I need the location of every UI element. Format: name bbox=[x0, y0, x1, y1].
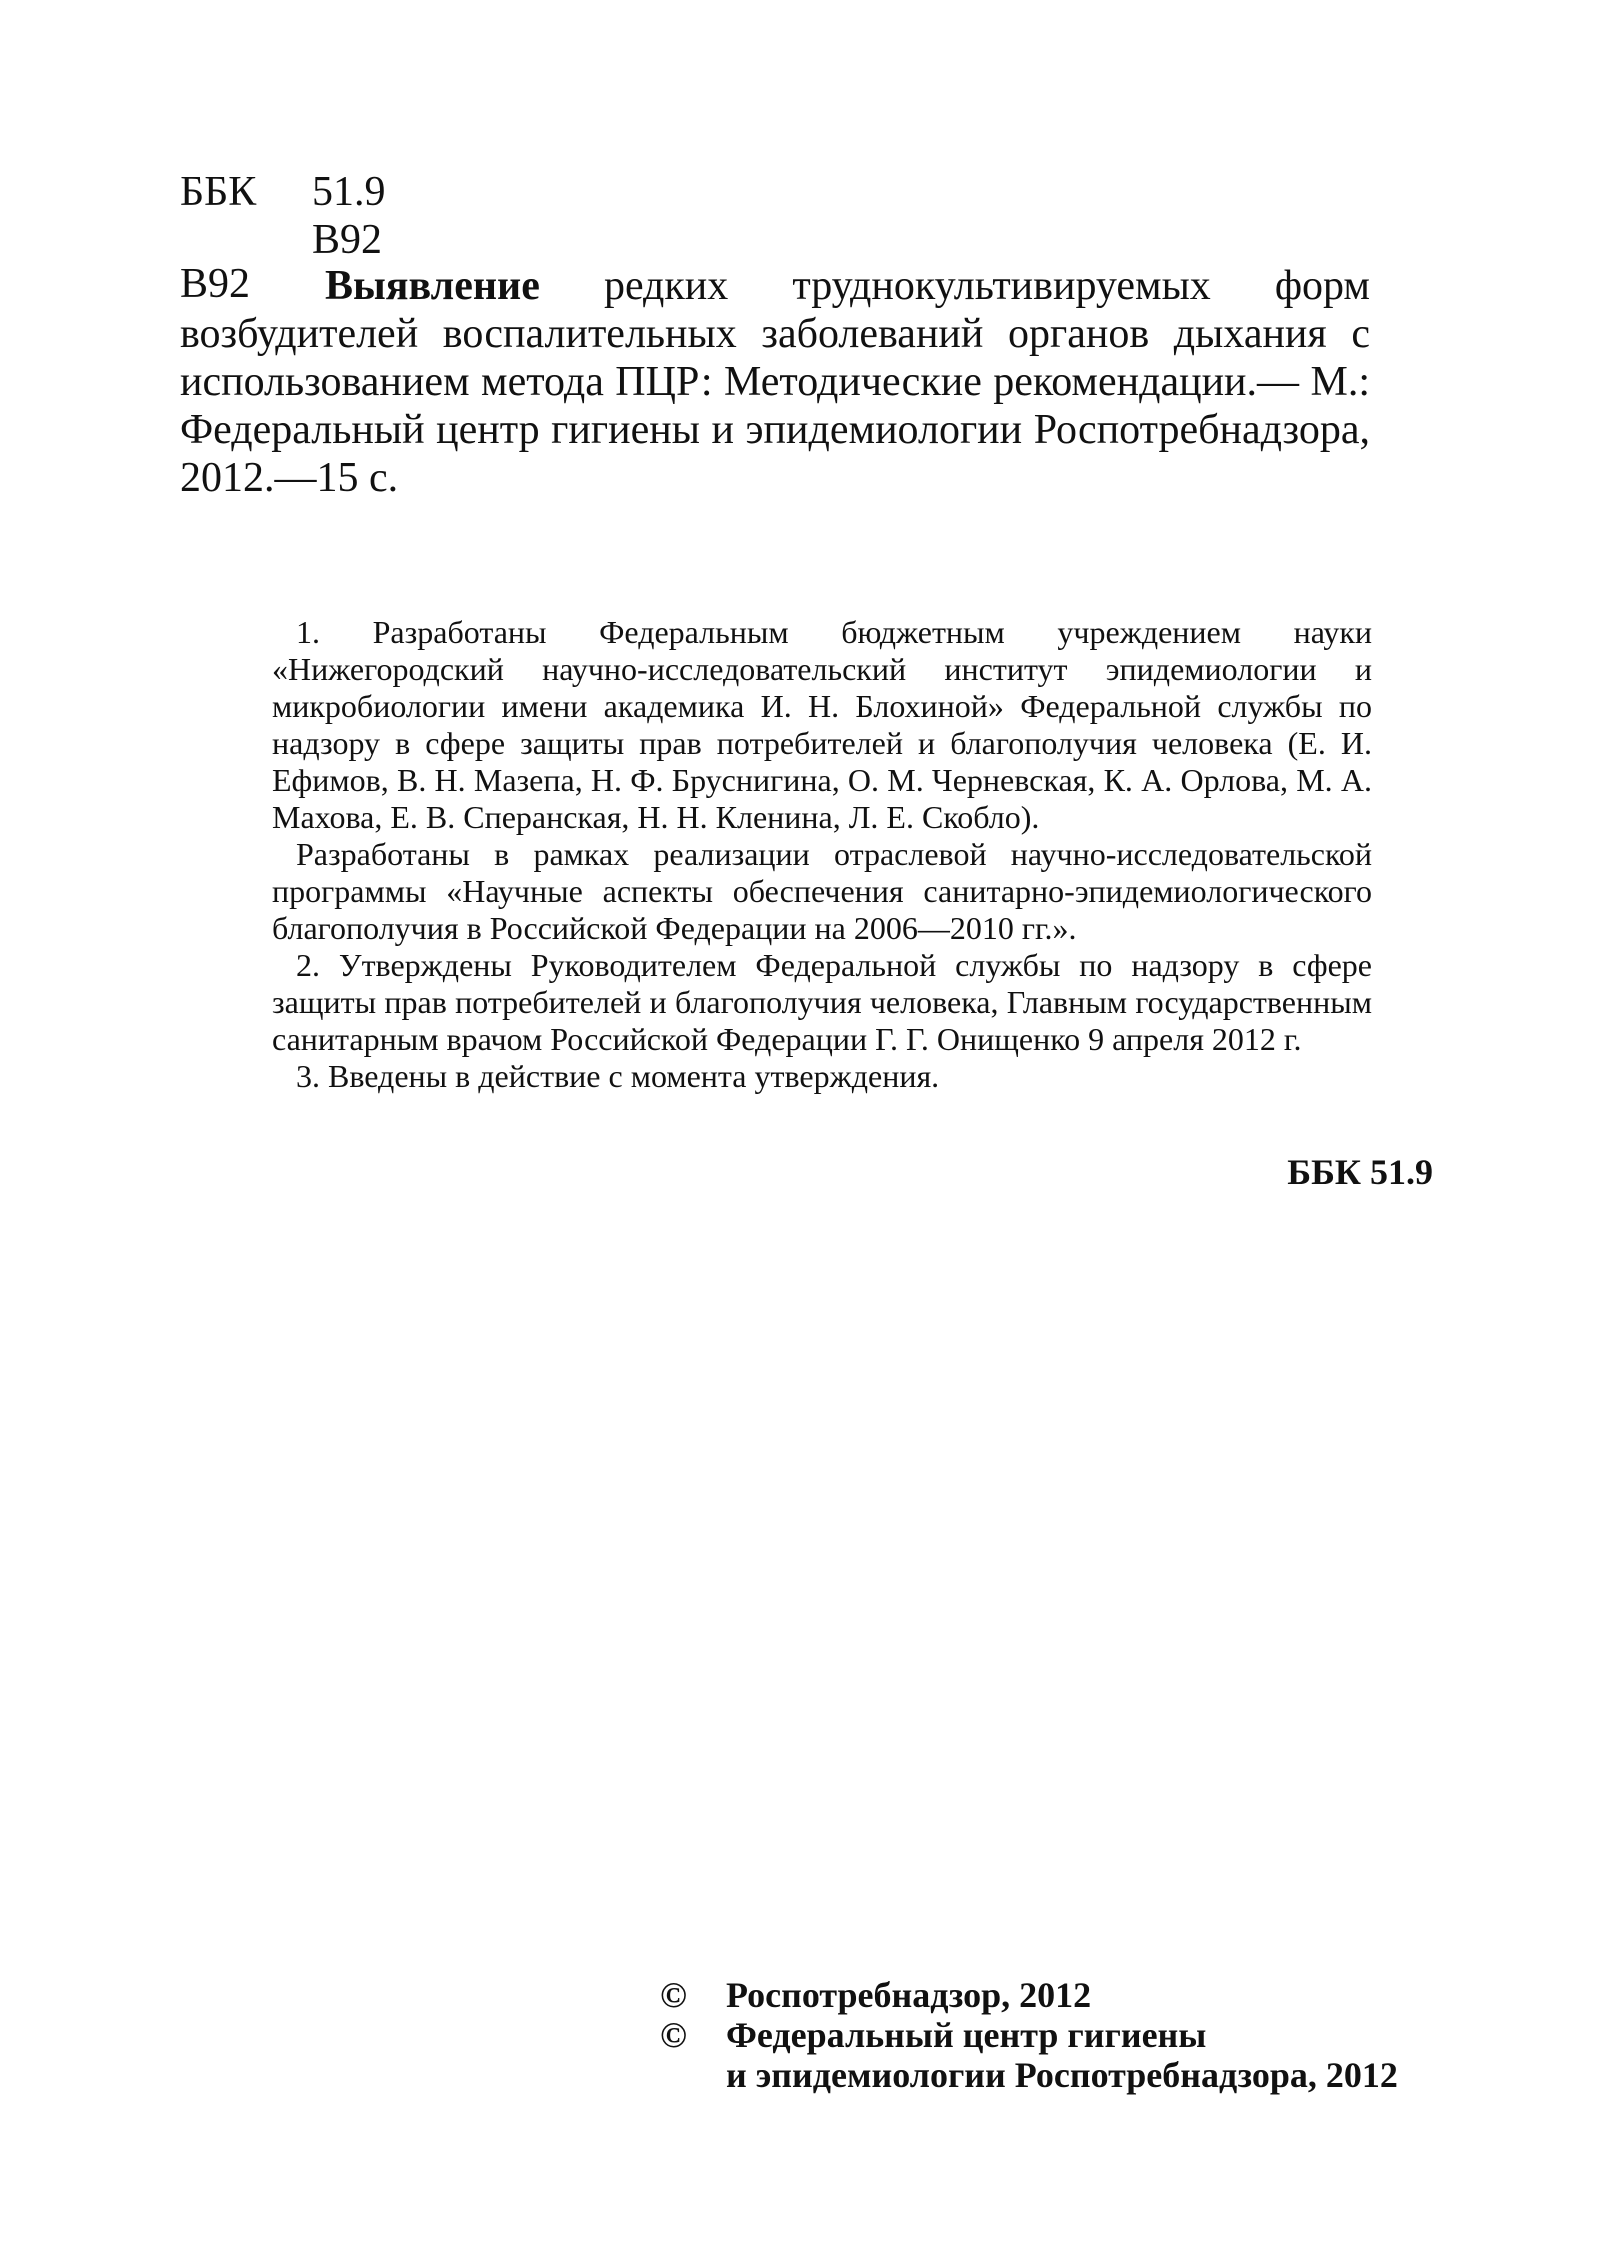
note-effective: 3. Введены в действие с момента утверждения. bbox=[296, 1058, 940, 1094]
bibliographic-entry bbox=[180, 262, 1370, 502]
entry-cutter: В92 bbox=[180, 262, 256, 306]
note-developed-by: 1. Разработаны Федеральным бюджетным учреждением науки «Нижегородский научно-исследовательский институт эпидемиологии и микробиологии имени академика И. Н. Блохиной» Федеральной службы по надзору в сфере защиты прав потребителей и благополучия человека (Е. И. Ефимов, В. Н. Мазепа, Н. Ф. Бруснигина, О. М. Черневская, К. А. Орлова, М. А. Махова, Е. В. Сперанская, Н. Н. Кленина, Л. Е. Скобло). bbox=[272, 614, 1372, 835]
note-approved: 2. Утверждены Руководителем Федеральной службы по надзору в сфере защиты прав потребителей и благополучия человека, Главным государственным санитарным врачом Российской Федерации Г. Г. Онищенко 9 апреля 2012 г. bbox=[272, 947, 1372, 1057]
copyright-block bbox=[660, 1975, 1420, 2095]
entry-description: редких труднокультивируемых форм возбудителей воспалительных заболеваний органов дыхания с использованием метода ПЦР: Методические рекомендации.— М.: Федеральный центр гигиены и эпидемиологии Роспотребнадзора, 2012.—15 с. bbox=[180, 263, 1370, 501]
bbk-code: 51.9 bbox=[312, 169, 386, 215]
copyright-holder-2-cont: и эпидемиологии Роспотребнадзора, 2012 bbox=[726, 2055, 1398, 2095]
copyright-icon: © bbox=[660, 2015, 687, 2055]
copyright-icon: © bbox=[660, 1975, 687, 2015]
copyright-holder-1: Роспотребнадзор, 2012 bbox=[726, 1975, 1092, 2015]
entry-title-bold: Выявление bbox=[325, 263, 540, 309]
copyright-line-2 bbox=[660, 2015, 1420, 2055]
note-program: Разработаны в рамках реализации отраслевой научно-исследовательской программы «Научные аспекты обеспечения санитарно-эпидемиологического благополучия в Российской Федерации на 2006—2010 гг.». bbox=[272, 836, 1372, 946]
copyright-line-1 bbox=[660, 1975, 1420, 2015]
bbk-label: ББК bbox=[180, 169, 257, 215]
bbk-footer-code: ББК 51.9 bbox=[1287, 1152, 1433, 1192]
publication-notes bbox=[272, 614, 1372, 1095]
cutter-code: В92 bbox=[312, 217, 383, 263]
copyright-holder-2: Федеральный центр гигиены bbox=[726, 2015, 1207, 2055]
